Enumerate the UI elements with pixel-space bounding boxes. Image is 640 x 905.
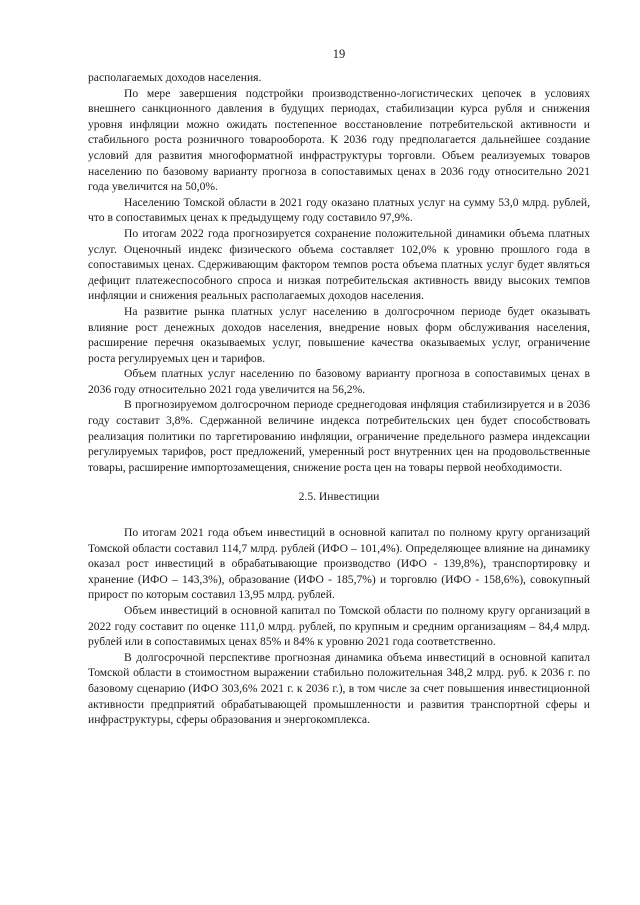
paragraph: Населению Томской области в 2021 году оказано платных услуг на сумму 53,0 млрд. рублей, что в сопоставимых ценах к предыдущему году составило 97,9%. <box>88 195 590 225</box>
paragraph: По мере завершения подстройки производственно-логистических цепочек в условиях внешнего санкционного давления в будущих периодах, стабилизации курса рубля и снижения уровня инфляции можно ожидать постепенное восстановление потребительской активности и стабильного роста розничного товарооборота. К 2036 году предполагается дальнейшее создание условий для развития многоформатной инфраструктуры торговли. Объем реализуемых товаров населению по базовому варианту прогноза в сопоставимых ценах в 2036 году относительно 2021 года увеличится на 50,0%. <box>88 86 590 194</box>
page-number: 19 <box>332 47 346 61</box>
paragraph: В долгосрочной перспективе прогнозная динамика объема инвестиций в основной капитал Томской области в стоимостном выражении стабильно положительная 348,2 млрд. руб. к 2036 г. по базовому сценарию (ИФО 303,6% 2021 г. к 2036 г.), в том числе за счет повышения инвестиционной активности предприятий обрабатывающей промышленности и развития транспортной сферы и инфраструктуры, сферы образования и энергокомплекса. <box>88 650 590 727</box>
paragraph: По итогам 2022 года прогнозируется сохранение положительной динамики объема платных услуг. Оценочный индекс физического объема составляет 102,0% к уровню прошлого года в сопоставимых ценах. Сдерживающим фактором темпов роста объема платных услуг будет являться дефицит платежеспособного спроса и низкая потребительская активность ввиду высоких темпов инфляции и снижения реальных располагаемых доходов населения. <box>88 226 590 303</box>
body-text <box>88 70 590 728</box>
section-title: 2.5. Инвестиции <box>298 490 380 504</box>
paragraph: Объем инвестиций в основной капитал по Томской области по полному кругу организаций в 2022 году составит по оценке 111,0 млрд. рублей, по крупным и средним организациям – 84,4 млрд. рублей или в сопоставимых ценах 85% и 84% к уровню 2021 года соответственно. <box>88 604 590 649</box>
paragraph: По итогам 2021 года объем инвестиций в основной капитал по полному кругу организаций Томской области составил 114,7 млрд. рублей (ИФО – 101,4%). Определяющее влияние на динамику оказал рост инвестиций в обрабатывающие производство (ИФО - 139,8%), транспортировку и хранение (ИФО – 143,3%), образование (ИФО - 185,7%) и торговлю (ИФО - 158,6%), совокупный прирост по которым составил 13,95 млрд. рублей. <box>88 526 590 602</box>
paragraph: В прогнозируемом долгосрочном периоде среднегодовая инфляция стабилизируется и в 2036 году составит 3,8%. Сдержанной величине индекса потребительских цен будет способствовать реализация политики по таргетированию инфляции, ограничение предельного размера индексации регулируемых тарифов, рост предложений, умеренный рост внутренних цен на продовольственные товары, расширение импортозамещения, снижение роста цен на товары первой необходимости. <box>88 398 590 474</box>
paragraph: Объем платных услуг населению по базовому варианту прогноза в сопоставимых ценах в 2036 году относительно 2021 года увеличится на 56,2%. <box>88 367 590 396</box>
paragraph: располагаемых доходов населения. <box>88 71 262 84</box>
paragraph: На развитие рынка платных услуг населению в долгосрочном периоде будет оказывать влияние рост денежных доходов населения, внедрение новых форм обслуживания населения, расширение перечня оказываемых услуг, повышение качества оказываемых услуг, ограничение роста регулируемых цен и тарифов. <box>88 304 590 365</box>
